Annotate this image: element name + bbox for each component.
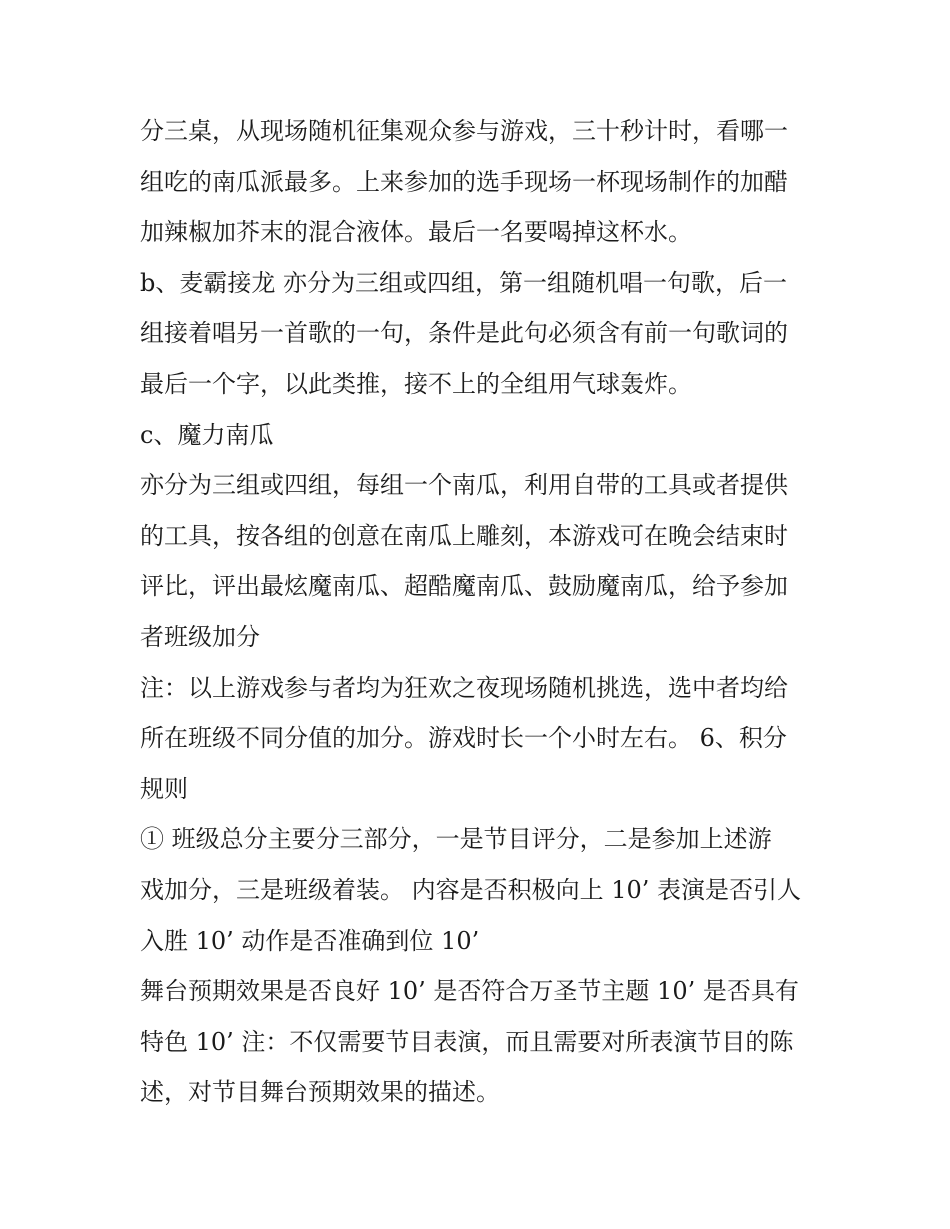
text-line: 组接着唱另一首歌的一句，条件是此句必须含有前一句歌词的 bbox=[140, 319, 788, 348]
text-line: 分三桌，从现场随机征集观众参与游戏，三十秒计时，看哪一 bbox=[140, 117, 788, 145]
text-line: 的工具，按各组的创意在南瓜上雕刻，本游戏可在晚会结束时 bbox=[140, 521, 788, 550]
note-line: 注：以上游戏参与者均为狂欢之夜现场随机挑选，选中者均给 bbox=[140, 673, 788, 702]
section-heading: 规则 bbox=[140, 774, 188, 803]
text-line: 戏加分，三是班级着装。 内容是否积极向上 10’ 表演是否引人 bbox=[140, 875, 802, 904]
text-line: 者班级加分 bbox=[140, 622, 260, 651]
text-line: 亦分为三组或四组，每组一个南瓜，利用自带的工具或者提供 bbox=[140, 471, 788, 500]
text-line: 舞台预期效果是否良好 10’ 是否符合万圣节主题 10’ 是否具有 bbox=[140, 977, 799, 1006]
text-line: 加辣椒加芥末的混合液体。最后一名要喝掉这杯水。 bbox=[140, 218, 692, 247]
text-line: 述，对节目舞台预期效果的描述。 bbox=[140, 1078, 500, 1107]
text-line: 入胜 10’ 动作是否准确到位 10’ bbox=[140, 926, 480, 955]
text-line: 评比，评出最炫魔南瓜、超酷魔南瓜、鼓励魔南瓜，给予参加 bbox=[140, 572, 788, 601]
section-heading: c、魔力南瓜 bbox=[140, 420, 274, 449]
text-line: b、麦霸接龙 亦分为三组或四组，第一组随机唱一句歌，后一 bbox=[140, 268, 787, 297]
document-body bbox=[140, 106, 820, 1118]
text-line: 最后一个字，以此类推，接不上的全组用气球轰炸。 bbox=[140, 369, 692, 398]
text-line: 特色 10’ 注：不仅需要节目表演，而且需要对所表演节目的陈 bbox=[140, 1027, 794, 1056]
note-line: 所在班级不同分值的加分。游戏时长一个小时左右。 6、积分 bbox=[140, 724, 787, 753]
text-line: ① 班级总分主要分三部分，一是节目评分，二是参加上述游 bbox=[140, 825, 772, 854]
text-line: 组吃的南瓜派最多。上来参加的选手现场一杯现场制作的加醋 bbox=[140, 167, 788, 196]
